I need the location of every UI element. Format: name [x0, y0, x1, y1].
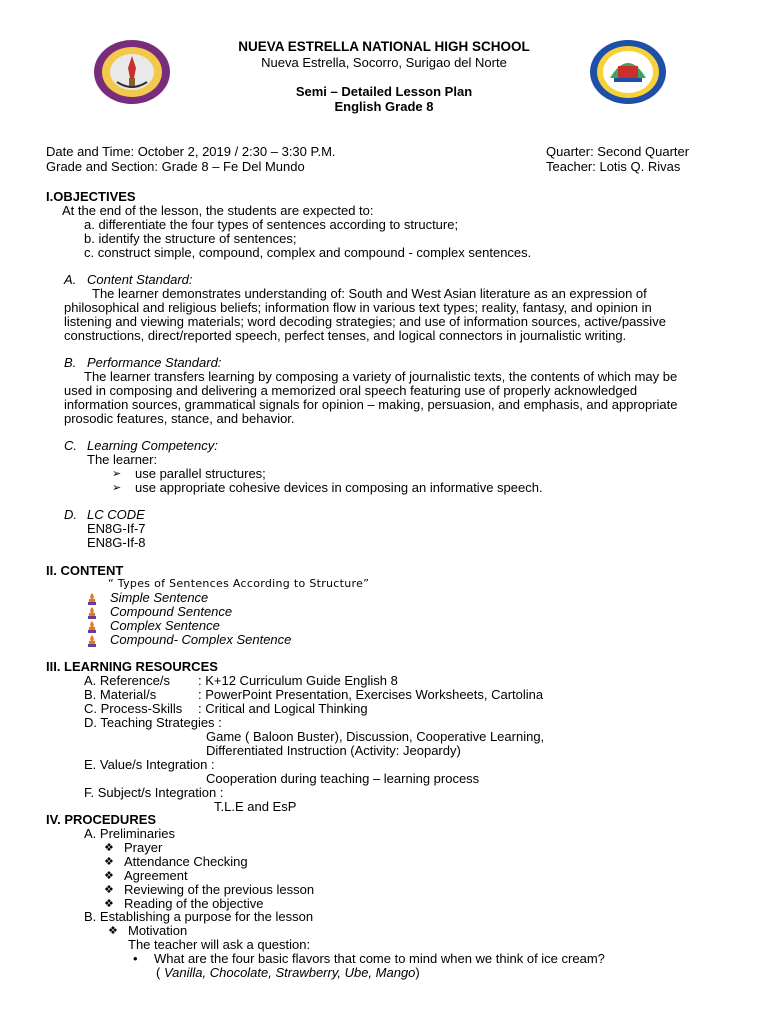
teacher: Teacher: Lotis Q. Rivas [546, 159, 681, 174]
lc-code-title: LC CODE [87, 507, 145, 522]
preliminary-item: Attendance Checking [124, 854, 248, 869]
diamond-bullet-icon: ❖ [104, 869, 114, 882]
content-item: Simple Sentence [110, 590, 209, 605]
learning-competency-title: Learning Competency: [87, 438, 218, 453]
purpose-label: B. Establishing a purpose for the lesson [84, 909, 314, 924]
materials-value: : PowerPoint Presentation, Exercises Worksheets, Cartolina [198, 687, 544, 702]
process-skills-label: C. Process-Skills [84, 701, 183, 716]
lc-code: EN8G-If-8 [87, 535, 146, 550]
resources-heading: III. LEARNING RESOURCES [46, 659, 218, 674]
answer-close-paren: ) [415, 965, 420, 980]
content-standard-title: Content Standard: [87, 272, 193, 287]
date-time: Date and Time: October 2, 2019 / 2:30 – 3:30 P.M. [46, 144, 336, 159]
quarter: Quarter: Second Quarter [546, 144, 690, 159]
materials-label: B. Material/s [84, 687, 157, 702]
objective-item: a. differentiate the four types of sentences according to structure; [84, 217, 459, 232]
learning-competency-intro: The learner: [87, 452, 158, 467]
flame-bullet-icon [86, 593, 98, 605]
objectives-intro: At the end of the lesson, the students are expected to: [62, 203, 374, 218]
reference-label: A. Reference/s [84, 673, 170, 688]
performance-standard-line: used in composing and delivering a memorized oral speech featuring use of properly acknowledged [64, 383, 638, 398]
teacher-ask: The teacher will ask a question: [128, 937, 311, 952]
school-name: NUEVA ESTRELLA NATIONAL HIGH SCHOOL [238, 39, 530, 54]
performance-standard-line: prosodic features, stance, and behavior. [64, 411, 295, 426]
content-standard-line: listening and viewing materials; word decoding strategies; and use of information sources, active/passive [64, 314, 666, 329]
motivation-answer [156, 966, 420, 980]
plan-title: Semi – Detailed Lesson Plan [295, 84, 473, 99]
content-heading: II. CONTENT [46, 563, 124, 578]
content-topic: “ Types of Sentences According to Structure” [108, 577, 370, 590]
content-standard-line: constructions, direct/reported speech, perfect tenses, and logical connectors in journalistic writing. [64, 328, 627, 343]
performance-standard-line: information sources, grammatical signals for opinion – making, persuasion, and emphasis, and appropriate [64, 397, 678, 412]
motivation-label: Motivation [128, 923, 188, 938]
values-label: E. Value/s Integration : [84, 757, 215, 772]
diamond-bullet-icon: ❖ [104, 855, 114, 868]
motivation-question: What are the four basic flavors that come to mind when we think of ice cream? [154, 951, 605, 966]
preliminary-item: Agreement [124, 868, 188, 883]
diamond-bullet-icon: ❖ [104, 841, 114, 854]
strategies-label: D. Teaching Strategies : [84, 715, 222, 730]
content-item: Complex Sentence [110, 618, 220, 633]
flame-bullet-icon [86, 635, 98, 647]
content-standard-line: The learner demonstrates understanding of: South and West Asian literature as an expression of [92, 286, 647, 301]
plan-subject: English Grade 8 [334, 99, 434, 114]
performance-standard-label: B. [64, 355, 77, 370]
objective-item: b. identify the structure of sentences; [84, 231, 297, 246]
content-item: Compound Sentence [110, 604, 233, 619]
values-line: Cooperation during teaching – learning process [206, 771, 480, 786]
answer-text: Vanilla, Chocolate, Strawberry, Ube, Mango [163, 965, 416, 980]
performance-standard-title: Performance Standard: [87, 355, 222, 370]
flame-bullet-icon [86, 621, 98, 633]
objectives-heading: I.OBJECTIVES [46, 189, 136, 204]
preliminary-item: Prayer [124, 840, 163, 855]
objective-item: c. construct simple, compound, complex and compound - complex sentences. [84, 245, 532, 260]
preliminaries-label: A. Preliminaries [84, 826, 176, 841]
lc-code-label: D. [64, 507, 77, 522]
diamond-bullet-icon: ❖ [104, 897, 114, 910]
lc-code: EN8G-If-7 [87, 521, 146, 536]
strategies-line: Differentiated Instruction (Activity: Jeopardy) [206, 743, 461, 758]
arrow-bullet-icon: ➢ [112, 481, 122, 494]
strategies-line: Game ( Baloon Buster), Discussion, Cooperative Learning, [206, 729, 545, 744]
performance-standard-line: The learner transfers learning by composing a variety of journalistic texts, the contents of which may be [84, 369, 678, 384]
subject-integration-line: T.L.E and EsP [214, 799, 297, 814]
arrow-bullet-icon: ➢ [112, 467, 122, 480]
process-skills-value: : Critical and Logical Thinking [198, 701, 368, 716]
preliminary-item: Reviewing of the previous lesson [124, 882, 315, 897]
content-item: Compound- Complex Sentence [110, 632, 292, 647]
grade-section: Grade and Section: Grade 8 – Fe Del Mundo [46, 159, 305, 174]
diamond-bullet-icon: ❖ [104, 883, 114, 896]
reference-value: : K+12 Curriculum Guide English 8 [198, 673, 398, 688]
diamond-bullet-icon: ❖ [108, 924, 118, 937]
procedures-heading: IV. PROCEDURES [46, 812, 157, 827]
flame-bullet-icon [86, 607, 98, 619]
dot-bullet-icon: • [133, 951, 138, 966]
competency-item: use appropriate cohesive devices in composing an informative speech. [135, 480, 543, 495]
school-address: Nueva Estrella, Socorro, Surigao del Norte [261, 55, 507, 70]
content-standard-line: philosophical and religious beliefs; information flow in various text types; reality, fantasy, and opinion in [64, 300, 652, 315]
subject-integration-label: F. Subject/s Integration : [84, 785, 224, 800]
answer-open-paren: ( [156, 965, 164, 980]
preliminary-item: Reading of the objective [124, 896, 264, 911]
competency-item: use parallel structures; [135, 466, 266, 481]
learning-competency-label: C. [64, 438, 77, 453]
content-standard-label: A. [64, 272, 77, 287]
